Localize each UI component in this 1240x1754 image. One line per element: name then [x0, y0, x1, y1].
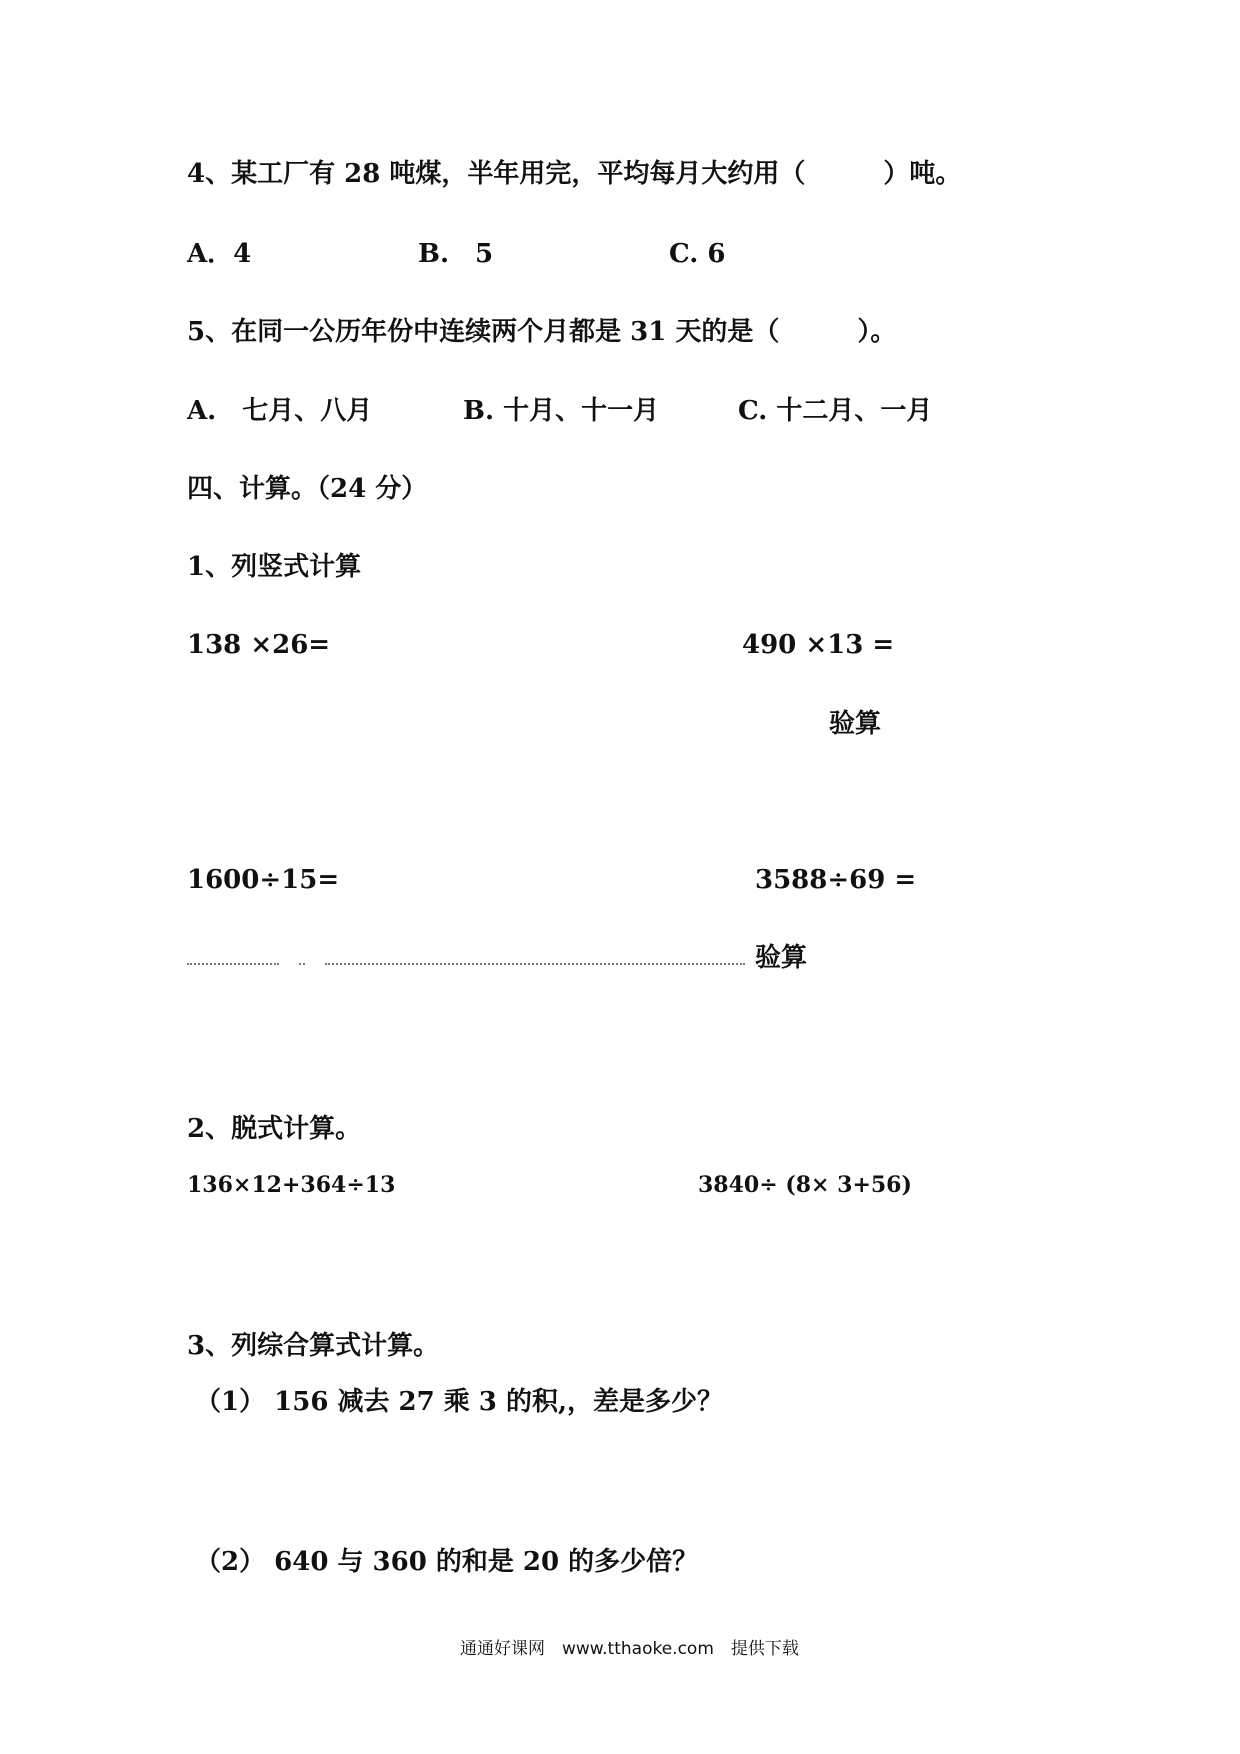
- check-label-2: 验算: [755, 943, 808, 973]
- part2-title: 2、脱式计算。: [187, 1114, 362, 1144]
- problem-138x26: 138 ×26=: [187, 630, 331, 660]
- q5-option-a: A. 七月、八月: [187, 396, 373, 426]
- dotted-divider-mid: [299, 961, 305, 965]
- expression-2: 3840÷ (8× 3+56): [698, 1172, 912, 1198]
- question-5: 5、在同一公历年份中连续两个月都是 31 天的是（ ）。: [187, 317, 897, 347]
- check-label-1: 验算: [829, 709, 882, 739]
- dotted-divider-left: [187, 961, 279, 965]
- part1-title: 1、列竖式计算: [187, 552, 362, 582]
- expression-1: 136×12+364÷13: [187, 1172, 396, 1198]
- footer-source: 通通好课网 www.tthaoke.com 提供下载: [460, 1639, 799, 1659]
- section-title: 四、计算。（24 分）: [187, 474, 428, 504]
- q5-option-b: B. 十月、十一月: [463, 396, 660, 426]
- word-problem-2: （2） 640 与 360 的和是 20 的多少倍？: [195, 1547, 699, 1577]
- q4-option-b: B. 5: [418, 239, 494, 269]
- q4-option-c: C. 6: [669, 239, 726, 269]
- q5-option-c: C. 十二月、一月: [738, 396, 933, 426]
- problem-3588div69: 3588÷69 =: [755, 865, 917, 895]
- problem-490x13: 490 ×13 =: [742, 630, 895, 660]
- problem-1600div15: 1600÷15=: [187, 865, 340, 895]
- word-problem-1: （1） 156 减去 27 乘 3 的积,，差是多少？: [195, 1387, 723, 1417]
- q4-option-a: A．4: [187, 239, 252, 269]
- question-4: 4、某工厂有 28 吨煤，半年用完，平均每月大约用（ ）吨。: [187, 159, 962, 189]
- part3-title: 3、列综合算式计算。: [187, 1331, 440, 1361]
- dotted-divider-right: [325, 961, 745, 965]
